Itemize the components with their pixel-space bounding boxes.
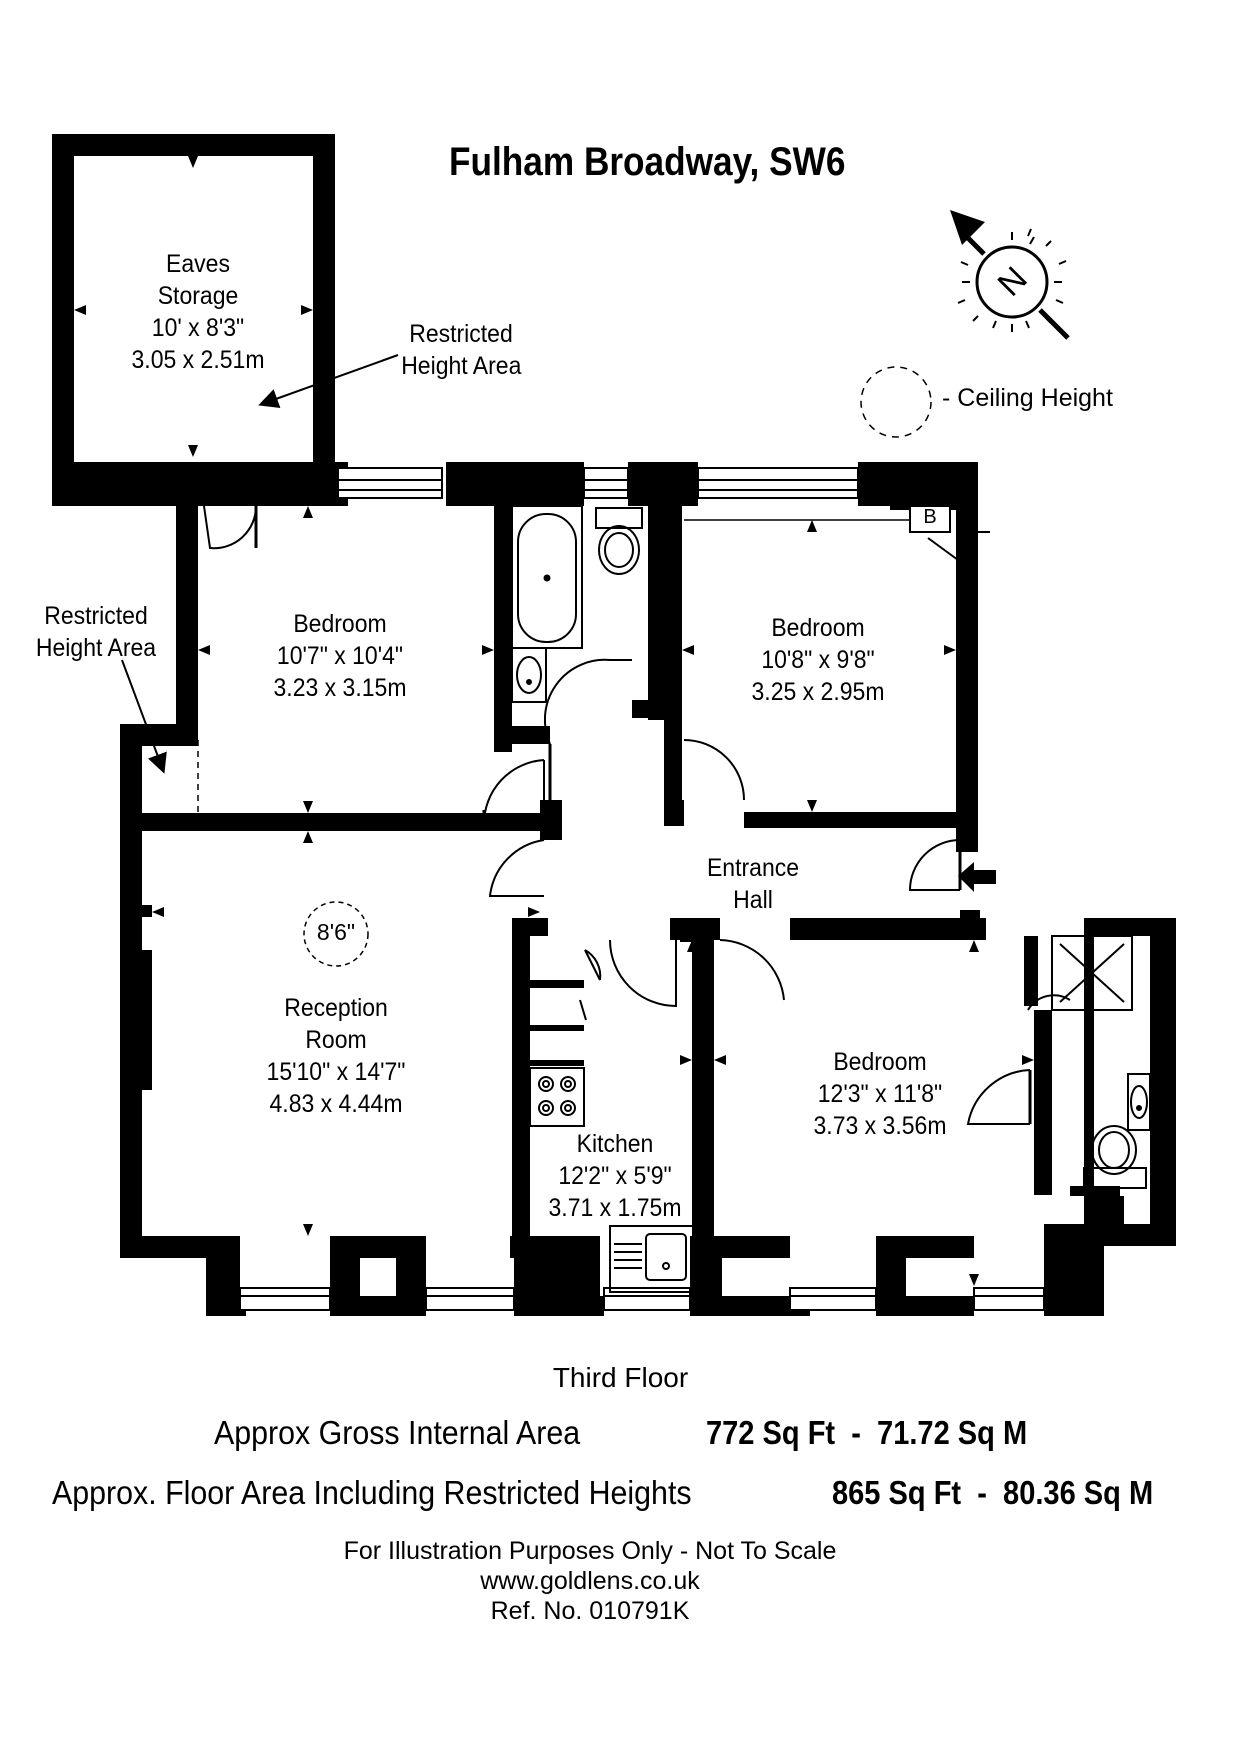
room-reception: Reception Room 15'10" x 14'7" 4.83 x 4.44m [266,994,406,1118]
restricted-label-1: Restricted Height Area [401,320,522,380]
boiler-label: B [923,506,937,528]
room-bedroom-3: Bedroom 12'3" x 11'8" 3.73 x 3.56m [813,1048,947,1140]
reference-number: Ref. No. 010791K [490,1597,690,1625]
room-bedroom-2: Bedroom 10'8" x 9'8" 3.25 x 2.95m [751,614,885,706]
page-title: Fulham Broadway, SW6 [449,140,846,184]
bathroom-fixtures [512,506,642,702]
gross-area-label: Approx Gross Internal Area [214,1414,581,1451]
entrance-arrow-icon [958,862,996,892]
website-link[interactable]: www.goldlens.co.uk [480,1567,700,1595]
footer [0,1536,1180,1626]
room-bedroom-1: Bedroom 10'7" x 10'4" 3.23 x 3.15m [273,610,407,702]
restricted-area-value: 865 Sq Ft - 80.36 Sq M [832,1474,1154,1511]
disclaimer: For Illustration Purposes Only - Not To Scale [343,1537,837,1565]
restricted-label-2: Restricted Height Area [35,602,157,662]
room-entrance-hall: Entrance Hall [706,854,800,914]
room-kitchen: Kitchen 12'2" x 5'9" 3.71 x 1.75m [548,1130,682,1222]
restricted-area-label: Approx. Floor Area Including Restricted Heights [52,1474,692,1511]
ceiling-height-legend-icon [861,367,931,437]
gross-area-value: 772 Sq Ft - 71.72 Sq M [706,1414,1028,1451]
room-eaves-storage: Eaves Storage 10' x 8'3" 3.05 x 2.51m [131,250,265,374]
ceiling-height-legend: - Ceiling Height [942,384,1113,412]
ensuite-fixtures [1052,936,1150,1188]
compass-letter: N [990,259,1035,304]
floor-name: Third Floor [552,1362,689,1393]
reception-ceiling-height: 8'6" [316,919,356,945]
